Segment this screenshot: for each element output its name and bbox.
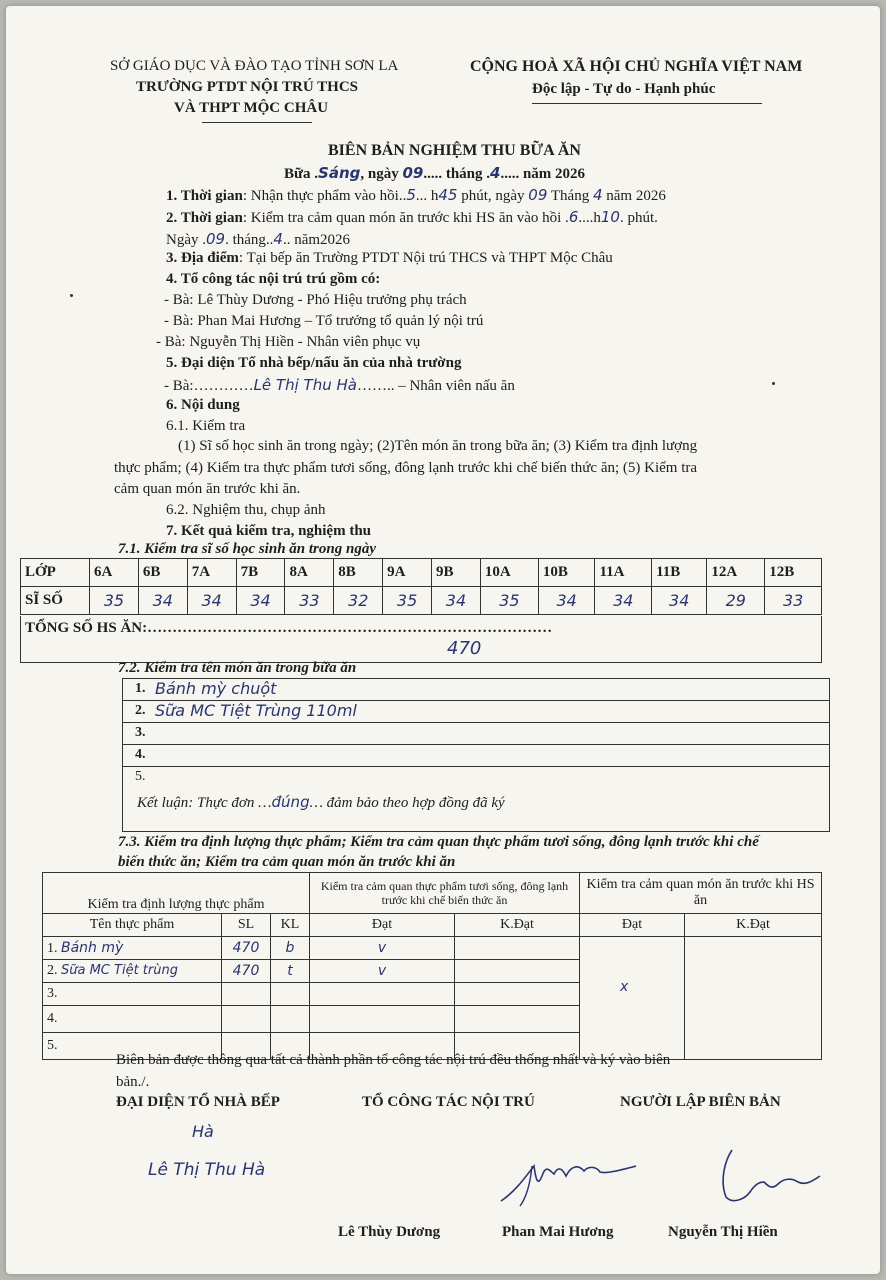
count-cell: 34: [652, 587, 707, 615]
agency-name: SỞ GIÁO DỤC VÀ ĐÀO TẠO TỈNH SƠN LA: [110, 58, 399, 74]
national-title: CỘNG HOÀ XÃ HỘI CHỦ NGHĨA VIỆT NAM: [470, 58, 803, 75]
food-sl: 470: [222, 960, 271, 983]
section-6-para-1: (1) Sĩ số học sinh ăn trong ngày; (2)Tên món ăn trong bữa ăn; (3) Kiểm tra định lượng: [178, 438, 698, 454]
signer-name-3: Nguyễn Thị Hiền: [668, 1224, 778, 1240]
section-7-3-line1: 7.3. Kiểm tra định lượng thực phẩm; Kiểm tra cảm quan thực phẩm tươi sống, đông lạnh trước khi chế: [118, 834, 759, 850]
class-cell: 11A: [595, 559, 652, 587]
section-2: 2. Thời gian: Kiểm tra cảm quan món ăn trước khi HS ăn vào hồi .6....h10. phút.: [166, 208, 658, 226]
meal-day: 09: [402, 164, 424, 182]
kitchen-rep-name: Lê Thị Thu Hà: [253, 376, 357, 394]
sensory-mark: x: [620, 979, 629, 995]
kitchen-signature-name: Lê Thị Thu Hà: [148, 1160, 266, 1180]
menu-row: 5.: [135, 769, 146, 784]
count-cell: 34: [432, 587, 481, 615]
count-cell: 35: [90, 587, 139, 615]
header-underline-right: [532, 103, 762, 104]
class-cell: 6A: [90, 559, 139, 587]
col-fresh-pass: Đạt: [310, 914, 455, 937]
board-sign-title: TỔ CÔNG TÁC NỘI TRÚ: [362, 1094, 535, 1110]
class-count-row: [21, 587, 822, 615]
total-box: [20, 616, 822, 663]
class-cell: 7B: [236, 559, 285, 587]
signature-mark-board: [496, 1136, 646, 1216]
count-cell: 34: [236, 587, 285, 615]
class-cell: 10B: [538, 559, 595, 587]
stray-dot: [70, 294, 73, 297]
meal-line: Bữa .Sáng, ngày 09..... tháng .4..... năm 2026: [284, 164, 586, 182]
meal-month: 4: [490, 164, 501, 182]
count-cell: 32: [334, 587, 383, 615]
section-7-3-line2: biến thức ăn; Kiểm tra cảm quan món ăn trước khi ăn: [118, 854, 456, 870]
menu-box: [122, 678, 830, 832]
menu-item-1: Bánh mỳ chuột: [155, 679, 277, 698]
section-7-title: 7. Kết quả kiểm tra, nghiệm thu: [166, 523, 372, 539]
menu-row: 4.: [123, 745, 829, 767]
food-kl: b: [271, 937, 310, 960]
menu-item-2: Sữa MC Tiệt Trùng 110ml: [155, 701, 357, 720]
member-2: - Bà: Phan Mai Hương – Tổ trưởng tổ quản lý nội trú: [164, 313, 484, 329]
section-2-date: Ngày .09. tháng..4.. năm2026: [166, 230, 351, 248]
menu-conclusion-value: đúng: [271, 793, 310, 811]
national-motto: Độc lập - Tự do - Hạnh phúc: [532, 81, 716, 97]
count-cell: 34: [187, 587, 236, 615]
col-kl: KL: [271, 914, 310, 937]
kitchen-signature-short: Hà: [192, 1122, 214, 1141]
count-cell: 29: [707, 587, 765, 615]
closing-line-2: bản./.: [116, 1074, 150, 1090]
col-sl: SL: [222, 914, 271, 937]
total-label: TỔNG SỐ HS ĂN:………………………………………………………………………: [25, 620, 553, 636]
class-cell: 10A: [480, 559, 538, 587]
document-page: [6, 6, 880, 1274]
food-name: Bánh mỳ: [61, 939, 124, 956]
food-fresh-pass: v: [310, 937, 455, 960]
class-cell: 8A: [285, 559, 334, 587]
section-7-1: 7.1. Kiểm tra sĩ số học sinh ăn trong ngày: [118, 541, 376, 557]
count-cell: 34: [538, 587, 595, 615]
section-6-para-2: thực phẩm; (4) Kiểm tra thực phẩm tươi sống, đông lạnh trước khi chế biến thức ăn; (5) Kiểm tra: [114, 460, 698, 476]
col-food-name: Tên thực phẩm: [43, 914, 222, 937]
class-cell: 9B: [432, 559, 481, 587]
menu-conclusion: Kết luận: Thực đơn …đúng… đảm bảo theo hợp đồng đã ký: [137, 793, 505, 811]
class-cell: 6B: [138, 559, 187, 587]
count-cell: 33: [765, 587, 822, 615]
section-6-1: 6.1. Kiểm tra: [166, 418, 246, 434]
food-kl: t: [271, 960, 310, 983]
menu-row: 2. Sữa MC Tiệt Trùng 110ml: [123, 701, 829, 723]
menu-row: 1. Bánh mỳ chuột: [123, 679, 829, 701]
school-name-line2: VÀ THPT MỘC CHÂU: [174, 100, 329, 116]
count-cell: 33: [285, 587, 334, 615]
class-cell: 11B: [652, 559, 707, 587]
class-cell: 12B: [765, 559, 822, 587]
document-title: BIÊN BẢN NGHIỆM THU BỮA ĂN: [328, 142, 581, 159]
section-5-title: 5. Đại diện Tổ nhà bếp/nấu ăn của nhà trường: [166, 355, 462, 371]
class-cell: 8B: [334, 559, 383, 587]
kitchen-sign-title: ĐẠI DIỆN TỔ NHÀ BẾP: [116, 1094, 280, 1110]
food-row: 4.: [43, 1006, 822, 1033]
count-cell: 35: [480, 587, 538, 615]
meal-value: Sáng: [318, 164, 361, 182]
food-sl: 470: [222, 937, 271, 960]
section-3: 3. Địa điểm: Tại bếp ăn Trường PTDT Nội trú THCS và THPT Mộc Châu: [166, 250, 613, 266]
head-fresh: Kiểm tra cảm quan thực phẩm tươi sống, đông lạnh trước khi chế biến thức ăn: [310, 873, 580, 914]
header-underline-left: [202, 122, 312, 123]
signer-name-1: Lê Thùy Dương: [338, 1224, 441, 1240]
section-6-para-3: cảm quan món ăn trước khi ăn.: [114, 481, 301, 497]
menu-row: 3.: [123, 723, 829, 745]
member-1: - Bà: Lê Thùy Dương - Phó Hiệu trưởng phụ trách: [164, 292, 467, 308]
count-cell: 34: [138, 587, 187, 615]
food-check-table: [42, 872, 822, 1060]
head-quantity: Kiểm tra định lượng thực phẩm: [43, 873, 310, 914]
food-row: 3.: [43, 983, 822, 1006]
food-row: 2. Sữa MC Tiệt trùng 470 t v: [43, 960, 822, 983]
col-sensory-pass: Đạt: [580, 914, 685, 937]
class-cell: 7A: [187, 559, 236, 587]
class-header-row: [21, 559, 822, 587]
member-3: - Bà: Nguyễn Thị Hiền - Nhân viên phục vụ: [156, 334, 421, 350]
class-cell: 12A: [707, 559, 765, 587]
section-4-title: 4. Tổ công tác nội trú trú gồm có:: [166, 271, 381, 287]
closing-line-1: Biên bản được thông qua tất cả thành phần tổ công tác nội trú đều thống nhất và ký vào biên: [116, 1052, 671, 1068]
section-1: 1. Thời gian: Nhận thực phẩm vào hồi..5... h45 phút, ngày 09 Tháng 4 năm 2026: [166, 186, 666, 204]
kitchen-rep: - Bà:…………Lê Thị Thu Hà…….. – Nhân viên nấu ăn: [164, 376, 515, 394]
count-cell: 35: [383, 587, 432, 615]
count-label: SĨ SỐ: [21, 587, 90, 615]
count-cell: 34: [595, 587, 652, 615]
class-label: LỚP: [21, 559, 90, 587]
food-row: 5.: [43, 1033, 822, 1060]
writer-sign-title: NGƯỜI LẬP BIÊN BẢN: [620, 1094, 781, 1110]
section-7-2: 7.2. Kiểm tra tên món ăn trong bữa ăn: [118, 660, 357, 676]
col-fresh-fail: K.Đạt: [455, 914, 580, 937]
signer-name-2: Phan Mai Hương: [502, 1224, 614, 1240]
total-value: 470: [447, 638, 482, 659]
food-fresh-pass: v: [310, 960, 455, 983]
col-sensory-fail: K.Đạt: [685, 914, 822, 937]
head-sensory: Kiểm tra cảm quan món ăn trước khi HS ăn: [580, 873, 822, 914]
class-cell: 9A: [383, 559, 432, 587]
section-6-title: 6. Nội dung: [166, 397, 240, 413]
class-count-table: [20, 558, 822, 615]
school-name-line1: TRƯỜNG PTDT NỘI TRÚ THCS: [136, 79, 358, 95]
food-name: Sữa MC Tiệt trùng: [61, 963, 178, 978]
section-6-2: 6.2. Nghiệm thu, chụp ảnh: [166, 502, 326, 518]
stray-dot: [772, 382, 775, 385]
sensory-pass-cell: [580, 937, 685, 1060]
signature-mark-writer: [706, 1142, 826, 1212]
food-row: 1. Bánh mỳ 470 b v x: [43, 937, 822, 960]
